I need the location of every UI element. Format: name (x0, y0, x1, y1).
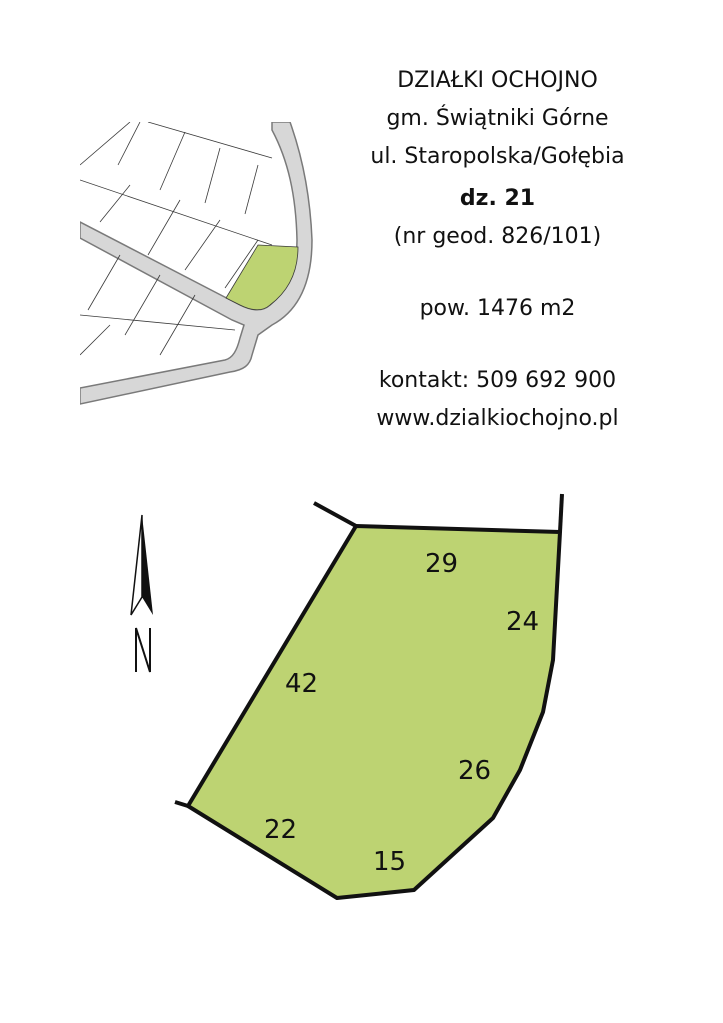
edge-label-bottom-left: 22 (264, 815, 298, 845)
edge-label-bottom: 15 (373, 847, 407, 877)
street: ul. Staropolska/Gołębia (370, 144, 625, 169)
title: DZIAŁKI OCHOJNO (397, 68, 598, 93)
edge-label-left: 42 (285, 669, 319, 699)
website[interactable]: www.dzialkiochojno.pl (376, 406, 619, 431)
edge-label-right-upper: 24 (506, 607, 540, 637)
contact: kontakt: 509 692 900 (378, 368, 617, 393)
north-arrow-icon (131, 515, 153, 672)
edge-label-top: 29 (425, 549, 459, 579)
municipality: gm. Świątniki Górne (386, 106, 609, 131)
boundary-extension-top-right (560, 494, 562, 532)
edge-label-right-lower: 26 (458, 756, 492, 786)
boundary-extension-top-left (314, 503, 356, 526)
plot-number: dz. 21 (459, 186, 536, 211)
area: pow. 1476 m2 (419, 296, 576, 321)
plot-polygon (188, 526, 560, 898)
geodetic-number: (nr geod. 826/101) (393, 224, 602, 249)
boundary-extension-bottom-left (175, 802, 188, 806)
